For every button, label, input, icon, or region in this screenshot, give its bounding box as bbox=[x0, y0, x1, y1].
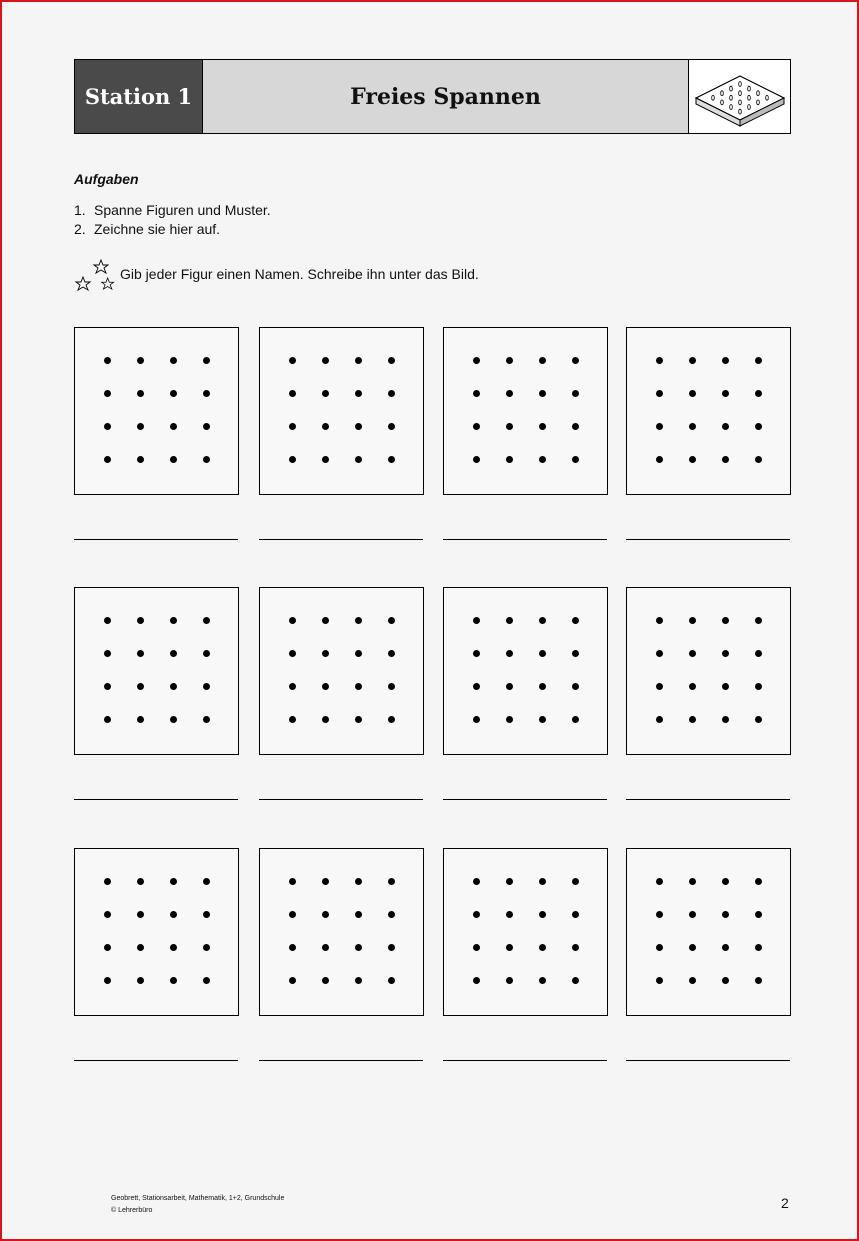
geoboard-cell bbox=[74, 848, 239, 1016]
peg-dot bbox=[137, 944, 144, 951]
peg-dot bbox=[473, 423, 480, 430]
peg-dot bbox=[322, 390, 329, 397]
peg-dot bbox=[104, 456, 111, 463]
peg-dot bbox=[289, 683, 296, 690]
peg-dot bbox=[104, 716, 111, 723]
peg-dot bbox=[355, 944, 362, 951]
peg-dot bbox=[289, 423, 296, 430]
peg-dot bbox=[722, 423, 729, 430]
peg-dot bbox=[322, 650, 329, 657]
peg-dot bbox=[137, 390, 144, 397]
name-writing-line[interactable] bbox=[626, 799, 790, 800]
peg-dot bbox=[203, 911, 210, 918]
bonus-task-text: Gib jeder Figur einen Namen. Schreibe ihn unter das Bild. bbox=[120, 266, 479, 282]
peg-dot bbox=[170, 650, 177, 657]
geoboard-cell bbox=[259, 848, 424, 1016]
peg-dot bbox=[289, 878, 296, 885]
peg-dot bbox=[539, 650, 546, 657]
peg-dot bbox=[170, 878, 177, 885]
peg-dot bbox=[572, 357, 579, 364]
peg-dot bbox=[539, 357, 546, 364]
geoboard-cell bbox=[626, 327, 791, 495]
peg-dot bbox=[572, 878, 579, 885]
geoboard-cell bbox=[259, 587, 424, 755]
peg-dot bbox=[722, 650, 729, 657]
peg-dot bbox=[755, 944, 762, 951]
peg-dot bbox=[722, 456, 729, 463]
peg-dot bbox=[170, 423, 177, 430]
peg-dot bbox=[355, 911, 362, 918]
task-list bbox=[74, 201, 271, 239]
peg-dot bbox=[755, 617, 762, 624]
peg-dot bbox=[137, 716, 144, 723]
peg-dot bbox=[506, 456, 513, 463]
peg-dot bbox=[755, 650, 762, 657]
peg-dot bbox=[539, 911, 546, 918]
peg-dot bbox=[203, 944, 210, 951]
peg-dot bbox=[689, 423, 696, 430]
name-writing-line[interactable] bbox=[74, 799, 238, 800]
peg-dot bbox=[473, 683, 480, 690]
peg-dot bbox=[289, 944, 296, 951]
peg-dot bbox=[656, 716, 663, 723]
page-number: 2 bbox=[781, 1195, 789, 1211]
peg-dot bbox=[355, 977, 362, 984]
peg-dot bbox=[388, 357, 395, 364]
peg-dot bbox=[137, 357, 144, 364]
geoboard-drawing-area[interactable] bbox=[443, 587, 608, 755]
peg-dot bbox=[388, 716, 395, 723]
peg-dot bbox=[656, 357, 663, 364]
peg-dot bbox=[656, 878, 663, 885]
peg-dot bbox=[572, 650, 579, 657]
peg-dot bbox=[572, 683, 579, 690]
peg-dot bbox=[689, 878, 696, 885]
peg-dot bbox=[755, 423, 762, 430]
peg-dot bbox=[289, 911, 296, 918]
peg-dot bbox=[322, 911, 329, 918]
peg-dot bbox=[137, 911, 144, 918]
peg-dot bbox=[289, 357, 296, 364]
peg-dot bbox=[689, 650, 696, 657]
peg-dot bbox=[170, 683, 177, 690]
peg-dot bbox=[170, 977, 177, 984]
peg-dot bbox=[755, 977, 762, 984]
peg-dot bbox=[203, 423, 210, 430]
peg-dot bbox=[473, 617, 480, 624]
peg-dot bbox=[506, 617, 513, 624]
peg-dot bbox=[473, 357, 480, 364]
peg-dot bbox=[755, 390, 762, 397]
geoboard-drawing-area[interactable] bbox=[443, 848, 608, 1016]
peg-dot bbox=[322, 683, 329, 690]
peg-dot bbox=[722, 357, 729, 364]
footer: Geobrett, Stationsarbeit, Mathematik, 1+2, Grundschule © Lehrerbüro bbox=[111, 1195, 285, 1214]
peg-dot bbox=[104, 357, 111, 364]
peg-dot bbox=[104, 977, 111, 984]
peg-dot bbox=[539, 390, 546, 397]
peg-dot bbox=[656, 650, 663, 657]
geoboard-cell bbox=[74, 587, 239, 755]
peg-dot bbox=[355, 716, 362, 723]
geoboard-drawing-area[interactable] bbox=[626, 587, 791, 755]
name-writing-line[interactable] bbox=[259, 1060, 423, 1061]
peg-dot bbox=[355, 456, 362, 463]
peg-dot bbox=[473, 878, 480, 885]
station-label: Station 1 bbox=[75, 60, 203, 133]
name-writing-line[interactable] bbox=[443, 539, 607, 540]
peg-dot bbox=[473, 977, 480, 984]
peg-dot bbox=[170, 617, 177, 624]
geoboard-drawing-area[interactable] bbox=[443, 327, 608, 495]
peg-dot bbox=[656, 423, 663, 430]
peg-dot bbox=[689, 944, 696, 951]
peg-dot bbox=[572, 456, 579, 463]
peg-dot bbox=[203, 357, 210, 364]
name-writing-line[interactable] bbox=[259, 539, 423, 540]
peg-dot bbox=[689, 716, 696, 723]
peg-dot bbox=[170, 390, 177, 397]
peg-dot bbox=[388, 423, 395, 430]
peg-dot bbox=[322, 357, 329, 364]
peg-dot bbox=[473, 456, 480, 463]
peg-dot bbox=[722, 617, 729, 624]
peg-dot bbox=[170, 716, 177, 723]
peg-dot bbox=[755, 878, 762, 885]
peg-dot bbox=[104, 878, 111, 885]
peg-dot bbox=[355, 423, 362, 430]
peg-dot bbox=[203, 617, 210, 624]
peg-dot bbox=[170, 944, 177, 951]
peg-dot bbox=[539, 878, 546, 885]
peg-dot bbox=[388, 456, 395, 463]
name-writing-line[interactable] bbox=[74, 1060, 238, 1061]
peg-dot bbox=[656, 977, 663, 984]
peg-dot bbox=[656, 944, 663, 951]
worksheet-header bbox=[74, 59, 791, 134]
peg-dot bbox=[137, 456, 144, 463]
peg-dot bbox=[388, 683, 395, 690]
peg-dot bbox=[689, 911, 696, 918]
peg-dot bbox=[322, 878, 329, 885]
peg-dot bbox=[572, 944, 579, 951]
name-writing-line[interactable] bbox=[443, 799, 607, 800]
peg-dot bbox=[506, 911, 513, 918]
peg-dot bbox=[170, 357, 177, 364]
peg-dot bbox=[506, 357, 513, 364]
peg-dot bbox=[722, 977, 729, 984]
peg-dot bbox=[572, 911, 579, 918]
peg-dot bbox=[689, 683, 696, 690]
peg-dot bbox=[104, 617, 111, 624]
geoboard-cell bbox=[259, 327, 424, 495]
peg-dot bbox=[656, 390, 663, 397]
name-writing-line[interactable] bbox=[443, 1060, 607, 1061]
peg-dot bbox=[388, 650, 395, 657]
peg-dot bbox=[322, 944, 329, 951]
peg-dot bbox=[137, 423, 144, 430]
peg-dot bbox=[689, 617, 696, 624]
peg-dot bbox=[656, 683, 663, 690]
peg-dot bbox=[689, 390, 696, 397]
peg-dot bbox=[137, 977, 144, 984]
peg-dot bbox=[355, 390, 362, 397]
geoboard-drawing-area[interactable] bbox=[626, 327, 791, 495]
peg-dot bbox=[203, 683, 210, 690]
geoboard-drawing-area[interactable] bbox=[626, 848, 791, 1016]
peg-dot bbox=[137, 650, 144, 657]
geoboard-drawing-area[interactable] bbox=[74, 848, 239, 1016]
peg-dot bbox=[473, 650, 480, 657]
peg-dot bbox=[539, 716, 546, 723]
peg-dot bbox=[473, 390, 480, 397]
peg-dot bbox=[170, 456, 177, 463]
peg-dot bbox=[355, 650, 362, 657]
peg-dot bbox=[289, 716, 296, 723]
peg-dot bbox=[322, 423, 329, 430]
peg-dot bbox=[572, 423, 579, 430]
peg-dot bbox=[506, 423, 513, 430]
peg-dot bbox=[539, 944, 546, 951]
geoboard-cell bbox=[626, 587, 791, 755]
peg-dot bbox=[203, 977, 210, 984]
peg-dot bbox=[388, 390, 395, 397]
stars-icon bbox=[74, 258, 118, 296]
peg-dot bbox=[137, 617, 144, 624]
geoboard-drawing-area[interactable] bbox=[259, 848, 424, 1016]
peg-dot bbox=[689, 456, 696, 463]
peg-dot bbox=[572, 390, 579, 397]
peg-dot bbox=[203, 456, 210, 463]
peg-dot bbox=[506, 878, 513, 885]
peg-dot bbox=[722, 390, 729, 397]
peg-dot bbox=[755, 357, 762, 364]
peg-dot bbox=[355, 357, 362, 364]
geoboard-icon bbox=[689, 60, 790, 133]
peg-dot bbox=[506, 716, 513, 723]
peg-dot bbox=[355, 878, 362, 885]
peg-dot bbox=[539, 456, 546, 463]
peg-dot bbox=[755, 911, 762, 918]
peg-dot bbox=[473, 911, 480, 918]
peg-dot bbox=[506, 683, 513, 690]
peg-dot bbox=[539, 617, 546, 624]
peg-dot bbox=[203, 878, 210, 885]
geoboard-cell bbox=[443, 848, 608, 1016]
peg-dot bbox=[289, 617, 296, 624]
peg-dot bbox=[388, 617, 395, 624]
peg-dot bbox=[203, 390, 210, 397]
peg-dot bbox=[755, 456, 762, 463]
worksheet-title: Freies Spannen bbox=[203, 60, 689, 133]
peg-dot bbox=[572, 716, 579, 723]
geoboard-drawing-area[interactable] bbox=[74, 327, 239, 495]
peg-dot bbox=[104, 944, 111, 951]
geoboard-drawing-area[interactable] bbox=[259, 327, 424, 495]
peg-dot bbox=[539, 683, 546, 690]
peg-dot bbox=[104, 650, 111, 657]
task-item: 2. Zeichne sie hier auf. bbox=[74, 221, 221, 237]
peg-dot bbox=[722, 716, 729, 723]
peg-dot bbox=[289, 650, 296, 657]
peg-dot bbox=[722, 683, 729, 690]
peg-dot bbox=[473, 716, 480, 723]
peg-dot bbox=[689, 977, 696, 984]
geoboard-cell bbox=[443, 587, 608, 755]
peg-dot bbox=[473, 944, 480, 951]
peg-dot bbox=[539, 423, 546, 430]
peg-dot bbox=[104, 423, 111, 430]
peg-dot bbox=[289, 977, 296, 984]
peg-dot bbox=[289, 456, 296, 463]
peg-dot bbox=[755, 716, 762, 723]
name-writing-line[interactable] bbox=[74, 539, 238, 540]
peg-dot bbox=[104, 390, 111, 397]
peg-dot bbox=[572, 977, 579, 984]
peg-dot bbox=[322, 977, 329, 984]
peg-dot bbox=[722, 911, 729, 918]
peg-dot bbox=[203, 716, 210, 723]
peg-dot bbox=[388, 878, 395, 885]
peg-dot bbox=[355, 683, 362, 690]
geoboard-drawing-area[interactable] bbox=[259, 587, 424, 755]
name-writing-line[interactable] bbox=[626, 1060, 790, 1061]
peg-dot bbox=[656, 456, 663, 463]
peg-dot bbox=[572, 617, 579, 624]
geoboard-cell bbox=[74, 327, 239, 495]
geoboard-drawing-area[interactable] bbox=[74, 587, 239, 755]
peg-dot bbox=[656, 617, 663, 624]
peg-dot bbox=[539, 977, 546, 984]
peg-dot bbox=[755, 683, 762, 690]
geoboard-cell bbox=[626, 848, 791, 1016]
peg-dot bbox=[722, 944, 729, 951]
section-heading: Aufgaben bbox=[74, 171, 139, 187]
peg-dot bbox=[203, 650, 210, 657]
peg-dot bbox=[722, 878, 729, 885]
peg-dot bbox=[322, 716, 329, 723]
peg-dot bbox=[137, 683, 144, 690]
peg-dot bbox=[322, 456, 329, 463]
peg-dot bbox=[506, 944, 513, 951]
name-writing-line[interactable] bbox=[626, 539, 790, 540]
peg-dot bbox=[322, 617, 329, 624]
task-item: 1. Spanne Figuren und Muster. bbox=[74, 202, 271, 218]
peg-dot bbox=[506, 390, 513, 397]
peg-dot bbox=[506, 650, 513, 657]
peg-dot bbox=[388, 944, 395, 951]
geoboard-cell bbox=[443, 327, 608, 495]
name-writing-line[interactable] bbox=[259, 799, 423, 800]
peg-dot bbox=[388, 911, 395, 918]
peg-dot bbox=[104, 683, 111, 690]
peg-dot bbox=[355, 617, 362, 624]
peg-dot bbox=[289, 390, 296, 397]
peg-dot bbox=[506, 977, 513, 984]
peg-dot bbox=[170, 911, 177, 918]
peg-dot bbox=[388, 977, 395, 984]
peg-dot bbox=[656, 911, 663, 918]
bonus-task bbox=[74, 258, 479, 296]
peg-dot bbox=[137, 878, 144, 885]
peg-dot bbox=[104, 911, 111, 918]
peg-dot bbox=[689, 357, 696, 364]
